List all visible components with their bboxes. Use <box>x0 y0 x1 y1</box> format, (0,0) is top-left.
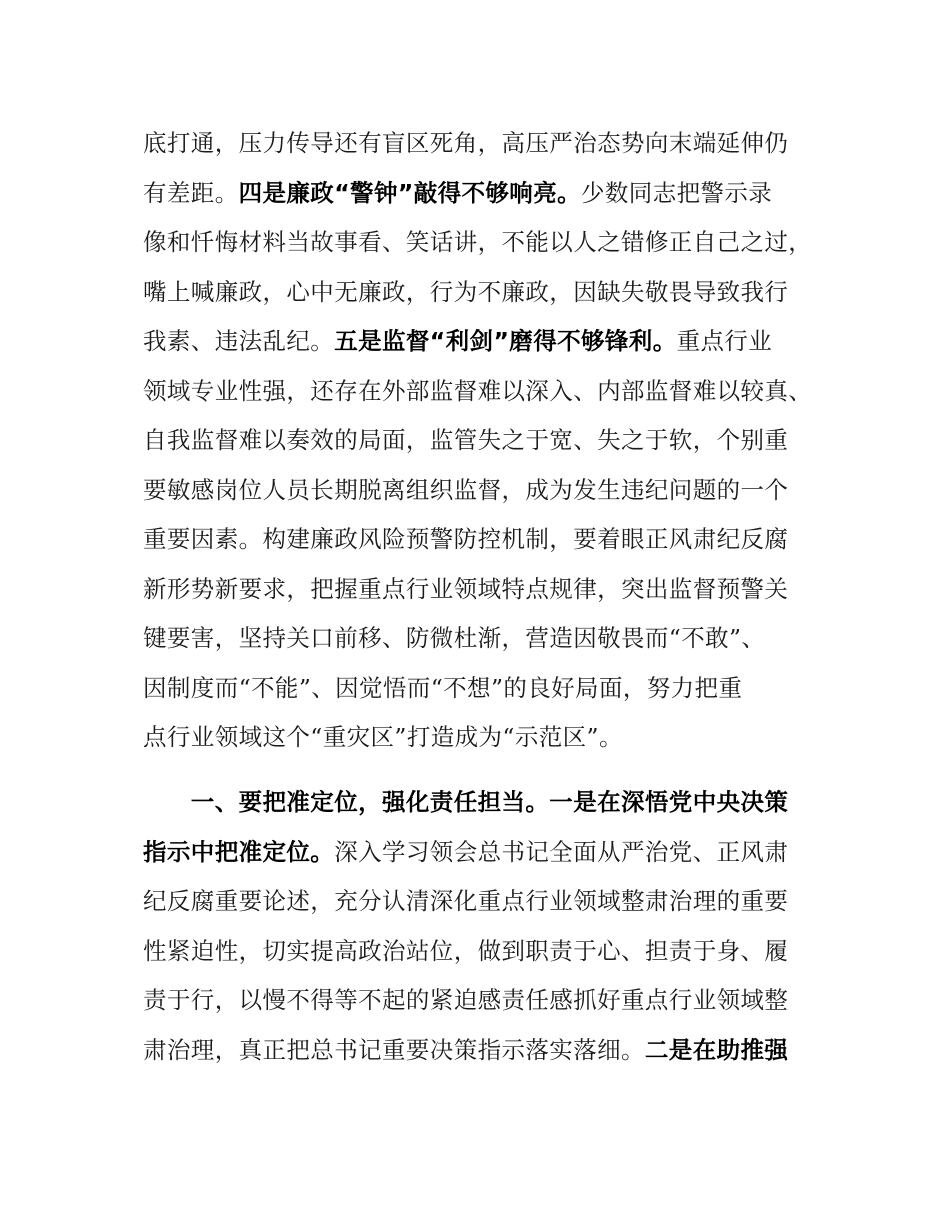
body-text: 深入学习领会总书记全面从严治党、正风肃 <box>334 837 789 866</box>
bold-heading-text: 二是在助推强 <box>644 1035 789 1064</box>
text-line <box>143 367 823 417</box>
text-line <box>143 614 823 664</box>
body-text: 肃治理，真正把总书记重要决策指示落实落细。 <box>143 1035 645 1064</box>
body-text: 底打通，压力传导还有盲区死角，高压严治态势向末端延伸仍 <box>143 129 789 157</box>
text-line <box>143 416 823 466</box>
text-line <box>143 877 823 927</box>
body-text: 自我监督难以奏效的局面，监管失之于宽、失之于软，个别重 <box>143 426 789 454</box>
paragraph-risk-issues <box>143 119 823 763</box>
body-text: 有差距。 <box>143 178 239 207</box>
body-text: 嘴上喊廉政，心中无廉政，行为不廉政，因缺失敬畏导致我行 <box>143 277 789 306</box>
body-text: 新形势新要求，把握重点行业领域特点规律，突出监督预警关 <box>143 574 789 603</box>
body-text: 少数同志把警示录 <box>581 178 773 207</box>
bold-heading-text: 五是监督“利剑”磨得不够锋利。 <box>334 327 677 355</box>
body-text: 领域专业性强，还存在外部监督难以深入、内部监督难以较真、 <box>143 376 813 405</box>
text-line <box>143 927 823 977</box>
body-text: 点行业领域这个“重灾区”打造成为“示范区”。 <box>143 723 623 751</box>
text-line <box>143 828 823 878</box>
body-text: 键要害，坚持关口前移、防微杜渐，营造因敬畏而“不敢”、 <box>143 624 766 652</box>
text-line <box>143 713 823 763</box>
text-line <box>143 778 823 828</box>
text-line <box>143 169 823 219</box>
body-text: 责于行，以慢不得等不起的紧迫感责任感抓好重点行业领域整 <box>143 986 789 1014</box>
text-line <box>143 664 823 714</box>
text-line <box>143 268 823 318</box>
body-text: 要敏感岗位人员长期脱离组织监督，成为发生违纪问题的一个 <box>143 475 789 504</box>
body-text: 重点行业 <box>676 327 773 355</box>
text-line <box>143 976 823 1026</box>
text-line <box>143 565 823 615</box>
body-text: 重要因素。构建廉政风险预警防控机制，要着眼正风肃纪反腐 <box>143 525 789 553</box>
text-line <box>143 466 823 516</box>
text-line <box>143 1026 823 1076</box>
text-line <box>143 119 823 169</box>
bold-heading-text: 四是廉政“警钟”敲得不够响亮。 <box>238 178 581 207</box>
body-text: 因制度而“不能”、因觉悟而“不想”的良好局面，努力把重 <box>143 673 743 702</box>
paragraph-section-one <box>143 778 823 1075</box>
bold-heading-text: 一、要把准定位，强化责任担当。一是在深悟党中央决策 <box>143 788 789 816</box>
text-line <box>143 515 823 565</box>
body-text: 纪反腐重要论述，充分认清深化重点行业领域整肃治理的重要 <box>143 887 789 915</box>
body-text: 性紧迫性，切实提高政治站位，做到职责于心、担责于身、履 <box>143 936 789 965</box>
text-line <box>143 218 823 268</box>
body-text: 我素、违法乱纪。 <box>143 327 335 355</box>
bold-heading-text: 指示中把准定位。 <box>143 837 335 866</box>
text-line <box>143 317 823 367</box>
body-text: 像和忏悔材料当故事看、笑话讲，不能以人之错修正自己之过， <box>143 228 813 256</box>
